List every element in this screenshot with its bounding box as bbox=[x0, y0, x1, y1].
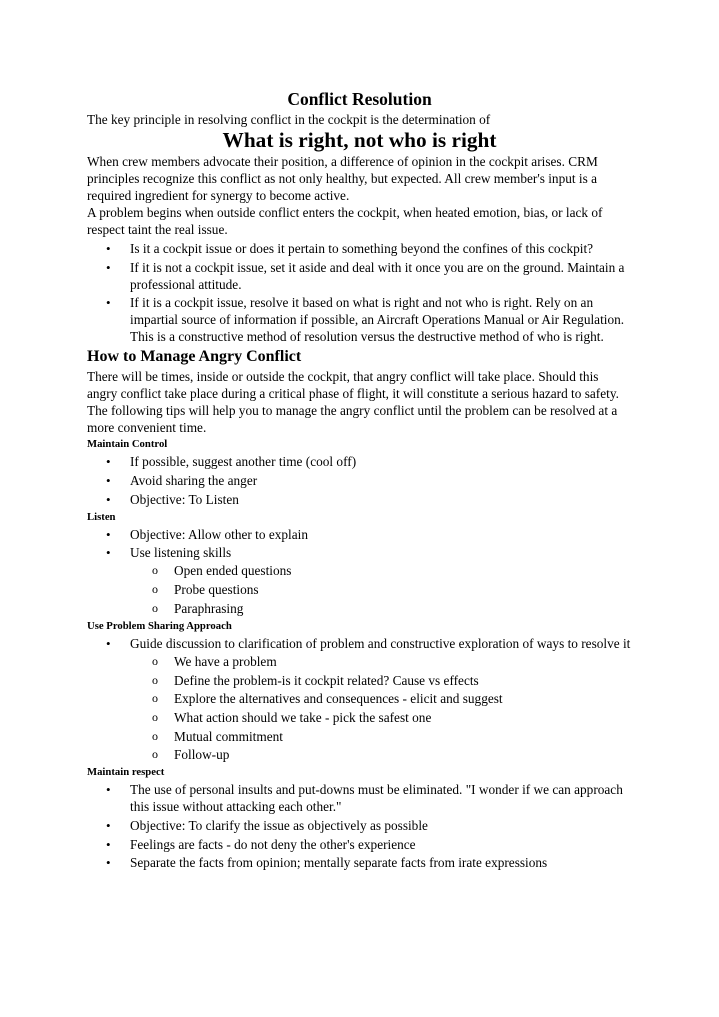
circle-bullet-icon: o bbox=[152, 582, 158, 597]
list-item: • Objective: To clarify the issue as objectively as possible bbox=[106, 817, 428, 833]
bullet-icon: • bbox=[106, 817, 111, 833]
bullet-icon: • bbox=[106, 241, 111, 256]
section-heading-angry-conflict: How to Manage Angry Conflict bbox=[87, 348, 302, 366]
sub-list-item: o Paraphrasing bbox=[152, 600, 244, 616]
bullet-icon: • bbox=[106, 259, 111, 275]
headline: What is right, not who is right bbox=[222, 128, 497, 152]
bullet-icon: • bbox=[106, 836, 111, 852]
circle-bullet-icon: o bbox=[152, 747, 158, 762]
list-item: • Is it a cockpit issue or does it pertain to something beyond the confines of this cockpit? bbox=[106, 241, 594, 256]
list-item: • Separate the facts from opinion; mentally separate facts from irate expressions bbox=[106, 855, 548, 871]
circle-bullet-icon: o bbox=[152, 672, 158, 687]
bullet-icon: • bbox=[106, 545, 111, 561]
listening-skills-list bbox=[130, 562, 632, 616]
list-item: • Feelings are facts - do not deny the other's experience bbox=[106, 836, 416, 852]
list-item: • Objective: To Listen bbox=[106, 491, 239, 507]
document-title: Conflict Resolution bbox=[287, 89, 432, 109]
paragraph-crew-advocacy: When crew members advocate their position, a difference of opinion in the cockpit arises. CRM principles recognize this conflict as not only healthy, but expected. All crew member's input is a required ingredient for synergy to become active. bbox=[87, 154, 598, 203]
sub-list-item: o Define the problem-is it cockpit related? Cause vs effects bbox=[152, 672, 479, 688]
circle-bullet-icon: o bbox=[152, 728, 158, 743]
bullet-icon: • bbox=[106, 295, 111, 311]
subheading-maintain-respect: Maintain respect bbox=[87, 766, 165, 779]
bullet-icon: • bbox=[106, 454, 111, 470]
circle-bullet-icon: o bbox=[152, 709, 158, 724]
circle-bullet-icon: o bbox=[152, 600, 158, 615]
list-item: • If possible, suggest another time (cool off) bbox=[106, 454, 357, 470]
sub-list-item: o Probe questions bbox=[152, 582, 259, 598]
paragraph-problem-begins: A problem begins when outside conflict enters the cockpit, when heated emotion, bias, or lack of respect taint the real issue. bbox=[87, 205, 603, 237]
bullet-icon: • bbox=[106, 855, 111, 871]
problem-sharing-list bbox=[87, 635, 632, 763]
sub-list-item: o What action should we take - pick the safest one bbox=[152, 709, 432, 725]
list-item: • The use of personal insults and put-downs must be eliminated. "I wonder if we can approach this issue without attacking each other." bbox=[106, 782, 623, 815]
bullet-icon: • bbox=[106, 473, 111, 489]
bullet-icon: • bbox=[106, 491, 111, 507]
subheading-maintain-control: Maintain Control bbox=[87, 438, 168, 451]
sub-list-item: o We have a problem bbox=[152, 653, 277, 669]
document-body bbox=[87, 88, 632, 873]
circle-bullet-icon: o bbox=[152, 691, 158, 706]
subheading-problem-sharing: Use Problem Sharing Approach bbox=[87, 619, 232, 632]
subheading-listen: Listen bbox=[87, 510, 116, 523]
bullet-icon: • bbox=[106, 526, 111, 542]
circle-bullet-icon: o bbox=[152, 563, 158, 578]
intro-text: The key principle in resolving conflict in the cockpit is the determination of bbox=[87, 112, 491, 127]
list-item: • If it is a cockpit issue, resolve it based on what is right and not who is right. Rely on an impartial source of information if possible, an Aircraft Operations Manual or Air Regulation. This is a constructive method of resolution versus the destructive method of who is right. bbox=[106, 295, 625, 345]
list-item: • Avoid sharing the anger bbox=[106, 473, 258, 489]
maintain-respect-list bbox=[87, 781, 632, 871]
bullet-icon: • bbox=[106, 782, 111, 798]
bullet-icon: • bbox=[106, 635, 111, 651]
list-item: • Use listening skills o Open ended questions o Probe questions o Paraphrasing bbox=[87, 544, 632, 616]
list-item: • Objective: Allow other to explain bbox=[106, 526, 308, 542]
circle-bullet-icon: o bbox=[152, 653, 158, 668]
sub-list-item: o Follow-up bbox=[152, 747, 230, 763]
cockpit-issue-list bbox=[87, 240, 632, 345]
listen-list bbox=[87, 526, 632, 617]
list-item: • If it is not a cockpit issue, set it aside and deal with it once you are on the ground. Maintain a professional attitude. bbox=[106, 259, 625, 292]
maintain-control-list bbox=[87, 453, 632, 507]
problem-steps-list bbox=[130, 653, 632, 763]
sub-list-item: o Explore the alternatives and consequences - elicit and suggest bbox=[152, 691, 503, 707]
paragraph-angry-conflict: There will be times, inside or outside the cockpit, that angry conflict will take place. Should this angry conflict take place during a critical phase of flight, it will constitute a serious hazard to safety. The following tips will help you to manage the angry conflict until the problem can be resolved at a more convenient time. bbox=[87, 369, 619, 436]
list-item: • Guide discussion to clarification of problem and constructive exploration of ways to resolve it o We have a problem o Define the problem-is it cockpit related? Cause vs effects o Explore the alternatives and consequences - elicit and suggest o What action should we take - pick the safest one o Mutual commitment o Follow-up bbox=[87, 635, 632, 763]
sub-list-item: o Open ended questions bbox=[152, 563, 292, 579]
sub-list-item: o Mutual commitment bbox=[152, 728, 283, 744]
